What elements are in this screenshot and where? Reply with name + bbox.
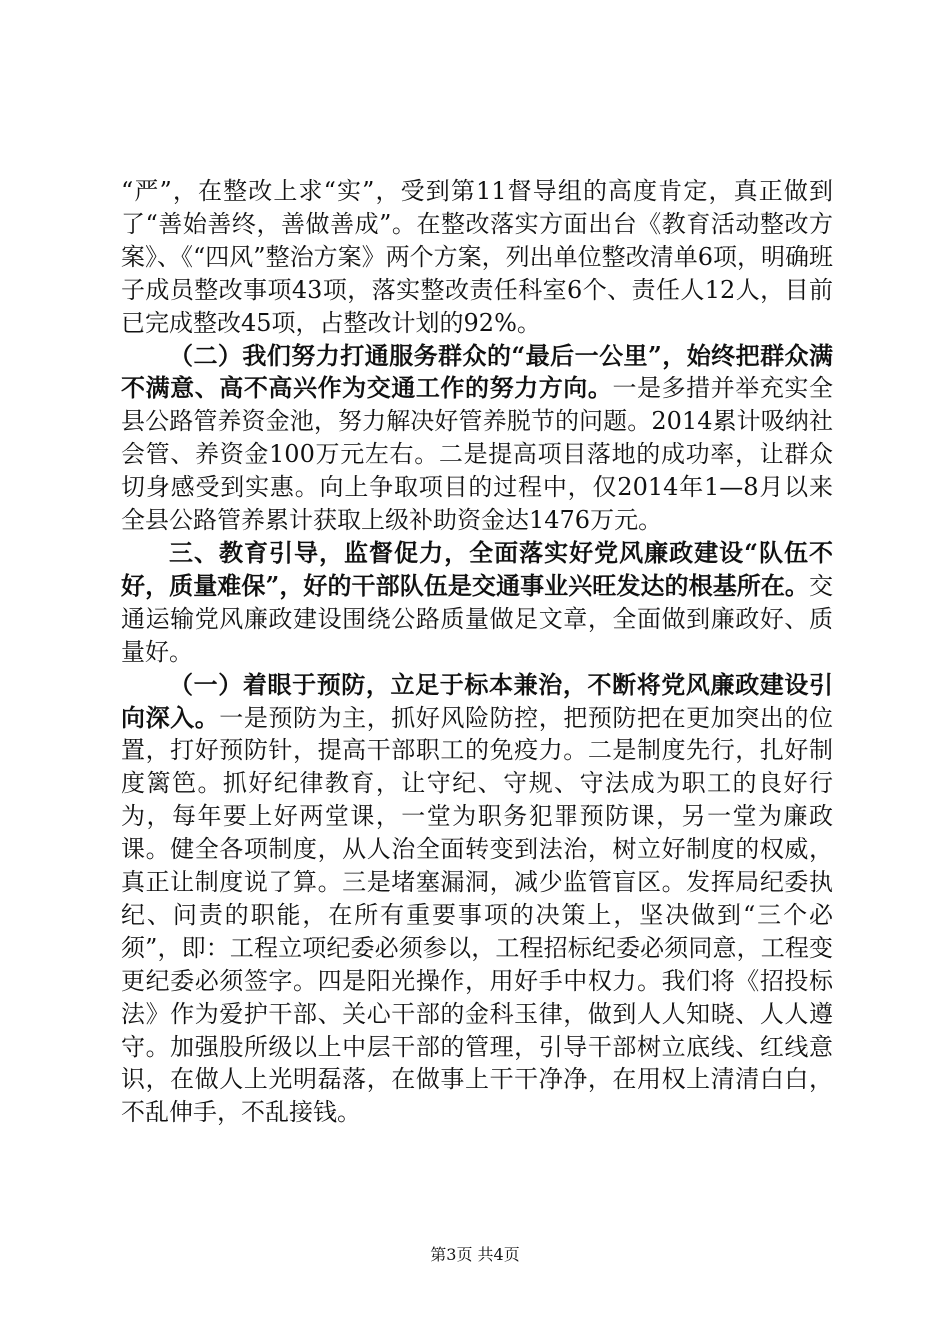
paragraph-section-3 bbox=[121, 537, 833, 669]
document-body bbox=[121, 175, 833, 1129]
paragraph-bold-lead: （一）着眼于预防，立足于标本兼治，不断将党风廉政建设引向深入。 bbox=[121, 669, 833, 732]
paragraph-section-2-2 bbox=[121, 340, 833, 537]
paragraph-text: 一是预防为主，抓好风险防控，把预防把在更加突出的位置，打好预防针，提高干部职工的免疫力。二是制度先行，扎好制度篱笆。抓好纪律教育，让守纪、守规、守法成为职工的良好行为，每年要上好两堂课，一堂为职务犯罪预防课，另一堂为廉政课。健全各项制度，从人治全面转变到法治，树立好制度的权威，真正让制度说了算。三是堵塞漏洞，减少监管盲区。发挥局纪委执纪、问责的职能，在所有重要事项的决策上，坚决做到“三个必须”，即：工程立项纪委必须参以，工程招标纪委必须同意，工程变更纪委必须签字。四是阳光操作，用好手中权力。我们将《招投标法》作为爱护干部、关心干部的金科玉律，做到人人知晓、人人遵守。加强股所级以上中层干部的管理，引导干部树立底线、红线意识，在做人上光明磊落，在做事上干干净净，在用权上清清白白，不乱伸手，不乱接钱。 bbox=[121, 703, 834, 1127]
paragraph-text: 交通运输党风廉政建设围绕公路质量做足文章，全面做到廉政好、质量好。 bbox=[121, 571, 833, 666]
paragraph-continuation bbox=[121, 175, 833, 340]
paragraph-text: “严”，在整改上求“实”，受到第11督导组的高度肯定，真正做到了“善始善终，善做善成”。在整改落实方面出台《教育活动整改方案》、《“四风”整治方案》两个方案，列出单位整改清单6项，明确班子成员整改事项43项，落实整改责任科室6个、责任人12人，目前已完成整改45项，占整改计划的92%。 bbox=[121, 177, 833, 337]
paragraph-bold-lead: （二）我们努力打通服务群众的“最后一公里”，始终把群众满不满意、高不高兴作为交通工作的努力方向。 bbox=[121, 340, 833, 403]
paragraph-text: 一是多措并举充实全县公路管养资金池，努力解决好管养脱节的问题。2014累计吸纳社会管、养资金100万元左右。二是提高项目落地的成功率，让群众切身感受到实惠。向上争取项目的过程中，仅2014年1—8月以来全县公路管养累计获取上级补助资金达1476万元。 bbox=[121, 374, 834, 535]
page-number-label: 第3页 共4页 bbox=[430, 1245, 520, 1264]
paragraph-bold-lead: 三、教育引导，监督促力，全面落实好党风廉政建设“队伍不好，质量难保”，好的干部队伍是交通事业兴旺发达的根基所在。 bbox=[121, 537, 833, 600]
paragraph-section-3-1 bbox=[121, 669, 833, 1130]
page-footer bbox=[0, 1245, 950, 1265]
